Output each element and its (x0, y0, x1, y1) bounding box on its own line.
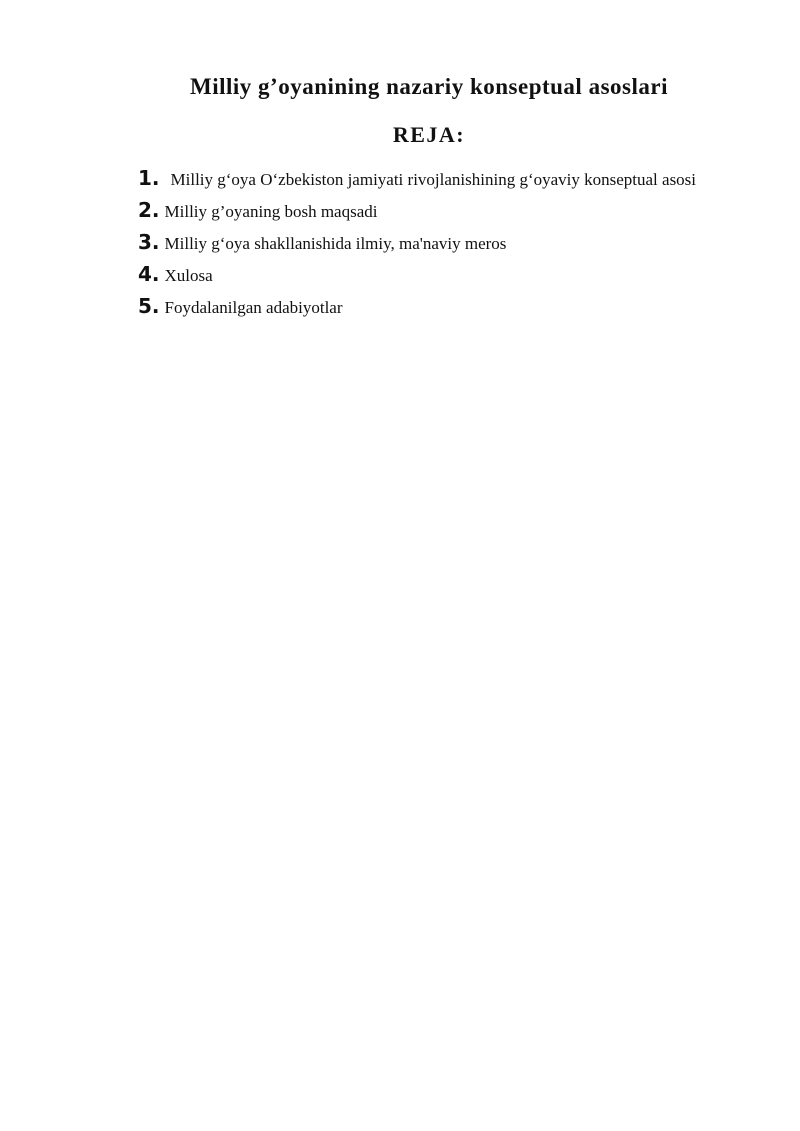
plan-list (138, 166, 790, 326)
plan-item-text: Foydalanilgan adabiyotlar (164, 298, 343, 317)
plan-item-text: Xulosa (164, 266, 213, 285)
plan-item (138, 166, 790, 198)
plan-item-text: Milliy g’oyaning bosh maqsadi (164, 202, 378, 221)
plan-heading: REJA: (392, 122, 466, 147)
plan-item-number: 2. (138, 198, 160, 222)
plan-item-text: Milliy g‘oya shakllanishida ilmiy, ma'naviy meros (164, 234, 507, 253)
plan-item-number: 5. (138, 294, 160, 318)
plan-item (138, 294, 790, 326)
document-title: Milliy g’oyanining nazariy konseptual asoslari (190, 74, 668, 99)
plan-item (138, 230, 790, 262)
plan-item (138, 262, 790, 294)
plan-item-text: Milliy g‘oya O‘zbekiston jamiyati rivojlanishining g‘oyaviy konseptual asosi (170, 170, 697, 189)
plan-item-number: 4. (138, 262, 160, 286)
plan-item-number: 1. (138, 166, 160, 190)
plan-item (138, 198, 790, 230)
plan-item-number: 3. (138, 230, 160, 254)
